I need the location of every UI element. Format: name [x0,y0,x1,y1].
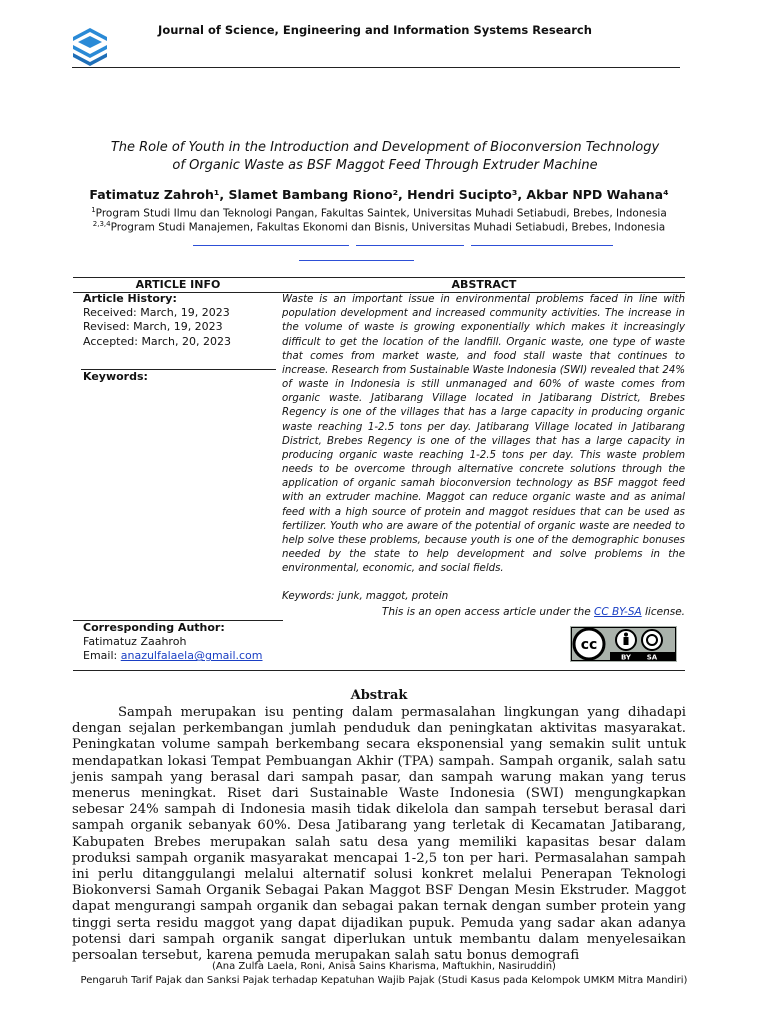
footer-authors: (Ana Zulfa Laela, Roni, Anisa Sains Kharisma, Maftukhin, Nasiruddin) [212,961,556,972]
journal-name: Journal of Science, Engineering and Information Systems Research [158,23,592,37]
cc-by-sa-badge-icon[interactable] [570,626,677,662]
title-line-1: The Role of Youth in the Introduction and Development of Bioconversion Technology [110,140,660,155]
affiliation-2-mark: 2,3,4 [92,220,111,228]
corresponding-name: Fatimatuz Zaahroh [83,635,187,649]
received-date: Received: March, 19, 2023 [83,306,230,320]
abstrak-heading: Abstrak [350,688,408,703]
revised-date: Revised: March, 19, 2023 [83,320,223,334]
corresponding-author [83,621,263,664]
author-list: Fatimatuz Zahroh¹, Slamet Bambang Riono², Hendri Sucipto³, Akbar NPD Wahana⁴ [89,187,669,202]
abstract-text: Waste is an important issue in environmental problems faced in line with population development and increased community activities. The increase in the volume of waste is growing exponentially which makes it increasingly difficult to get the location of the landfill. Organic waste, one type of waste that comes from market waste, and food stall waste that continues to increase. Research from Sustainable Waste Indonesia (SWI) revealed that 24% of waste in Indonesia is still unmanaged and 60% of waste comes from organic waste. Jatibarang Village located in Jatibarang District, Brebes Regency is one of the villages that has a large capacity in producing organic waste reaching 1-2.5 tons per day. Jatibarang Village located in Jatibarang District, Brebes Regency is one of the villages that has a large capacity in producing organic waste reaching 1-2.5 tons per day. This waste problem needs to be overcome through alternative concrete solutions through the application of organic samah bioconversion technology as BSF maggot feed with an extruder machine. Maggot can reduce organic waste and as animal feed with a high source of protein and maggot residues that can be used as fertilizer. Youth who are aware of the potential of organic waste are needed to help solve these problems, because youth is one of the demographic bonuses needed by the state to help development and solve problems in the environmental, economic, and social fields. [282,294,685,575]
author-email-link-4[interactable] [299,260,414,261]
author-email-link-3[interactable] [471,245,613,246]
history-label: Article History: [83,292,177,305]
author-email-link-1[interactable] [193,245,349,246]
footer-title: Pengaruh Tarif Pajak dan Sanksi Pajak terhadap Kepatuhan Wajib Pajak (Studi Kasus pada Kelompok UMKM Mitra Mandiri) [80,975,688,986]
affiliation-2-text: Program Studi Manajemen, Fakultas Ekonomi dan Bisnis, Universitas Muhadi Setiabudi, Brebes, Indonesia [110,221,666,234]
author-email-link-2[interactable] [356,245,464,246]
email-link[interactable]: anazulfalaela@gmail.com [120,649,263,663]
abstrak-body [72,705,686,964]
affiliation-2 [70,220,688,234]
email-line: Email: anazulfalaela@gmail.com [83,649,263,663]
cc-sa-label: SA [646,653,658,662]
svg-text:cc: cc [580,637,598,653]
keywords-label: Keywords: [83,370,148,383]
accepted-date: Accepted: March, 20, 2023 [83,334,231,348]
affiliation-1-text: Program Studi Ilmu dan Teknologi Pangan, Fakultas Saintek, Universitas Muhadi Setiabudi, Brebes, Indonesia [95,207,667,220]
paper-title [90,139,680,175]
abstract-keywords: Keywords: junk, maggot, protein [282,591,449,602]
affiliation-1 [70,206,688,220]
cc-by-label: BY [620,653,632,662]
article-info-heading: ARTICLE INFO [135,278,221,291]
abstract-heading: ABSTRACT [451,278,517,291]
corresponding-label: Corresponding Author: [83,621,225,634]
article-history [83,292,231,349]
license-link[interactable]: CC BY-SA [594,606,642,618]
journal-logo-icon [70,26,110,66]
abstrak-paragraph: Sampah merupakan isu penting dalam permasalahan lingkungan yang dihadapi dengan sejalan perkembangan jumlah penduduk dan peningkatan aktivitas masyarakat. Peningkatan volume sampah berkembang secara eksponensial yang semakin sulit untuk mendapatkan lokasi Tempat Pembuangan Akhir (TPA) sampah. Sampah organik, salah satu jenis sampah yang berasal dari sampah pasar, dan sampah warung makan yang terus menerus meningkat. Riset dari Sustainable Waste Indonesia (SWI) mengungkapkan sebesar 24% sampah di Indonesia masih tidak dikelola dan sampah tersebut berasal dari sampah organik sebanyak 60%. Desa Jatibarang yang terletak di Kecamatan Jatibarang, Kabupaten Brebes merupakan salah satu desa yang memiliki kapasitas besar dalam produksi sampah organik masyarakat mencapai 1-2,5 ton per hari. Permasalahan sampah ini perlu ditanggulangi melalui alternatif solusi konkret melalui Penerapan Teknologi Biokonversi Samah Organik Sebagai Pakan Maggot BSF Dengan Mesin Ekstruder. Maggot dapat mengurangi sampah organik dan sebagai pakan ternak dengan sumber protein yang tinggi serta residu maggot yang dapat dijadikan pupuk. Pemuda yang sadar akan adanya potensi dari sampah organik sangat diperlukan untuk membantu dalam menyelesaikan persoalan tersebut, karena pemuda merupakan salah satu bonus demografi [72,705,686,964]
license-line: This is an open access article under the CC BY-SA license. [381,606,685,618]
title-line-2: of Organic Waste as BSF Maggot Feed Through Extruder Machine [172,158,598,173]
affiliation-1-mark: 1 [91,206,96,214]
header-rule [72,67,680,68]
